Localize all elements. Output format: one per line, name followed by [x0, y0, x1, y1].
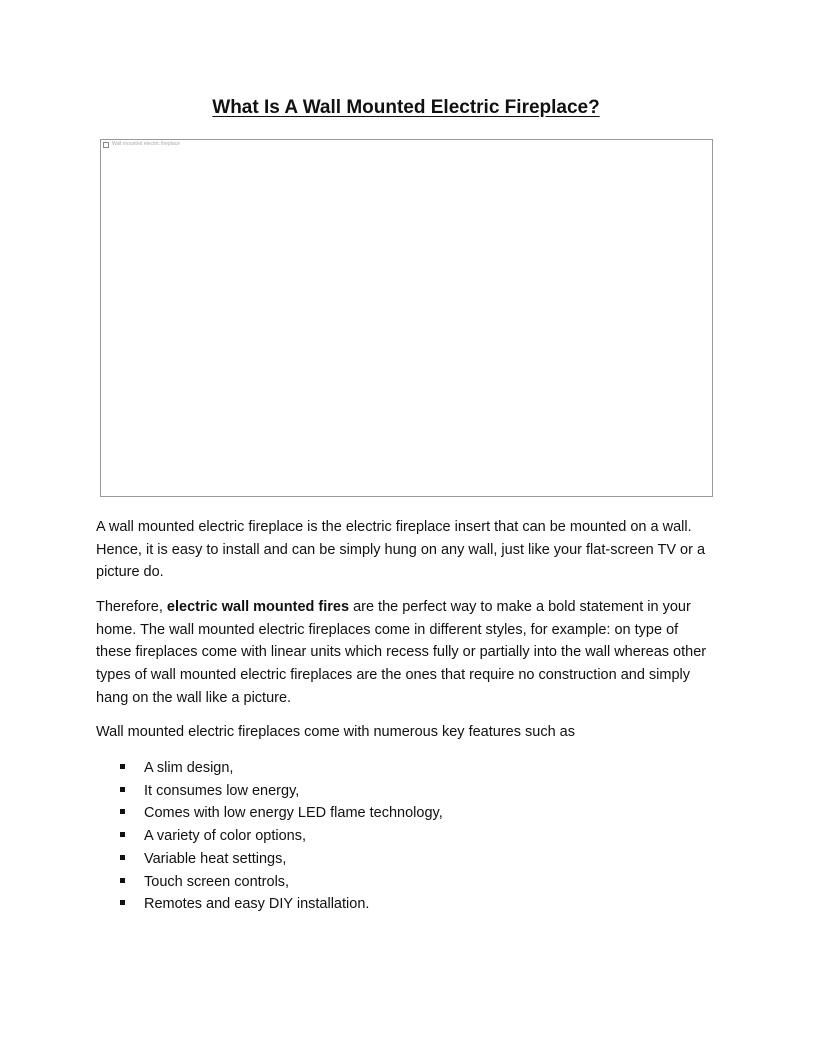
square-bullet-icon: [120, 855, 125, 860]
list-item-text: It consumes low energy,: [144, 782, 300, 799]
styles-paragraph-lead: Therefore,: [96, 599, 167, 615]
intro-paragraph: A wall mounted electric fireplace is the electric fireplace insert that can be mounted on a wall. Hence, it is easy to install and can be simply hung on any wall, just like your flat-screen TV or a picture do.: [96, 519, 706, 581]
list-item-text: Remotes and easy DIY installation.: [144, 896, 370, 913]
list-item: [120, 848, 443, 871]
square-bullet-icon: [120, 878, 125, 883]
feature-list: [120, 757, 443, 916]
list-item: [120, 871, 443, 894]
image-alt-text: Wall mounted electric fireplace: [112, 141, 180, 147]
list-item: [120, 757, 443, 780]
fireplace-image-placeholder: [100, 139, 713, 497]
square-bullet-icon: [120, 832, 125, 837]
square-bullet-icon: [120, 809, 125, 814]
styles-paragraph-rest: are the perfect way to make a bold statement in your home. The wall mounted electric fireplaces come in different styles, for example: on type of these fireplaces come with linear units which recess fully or partially into the wall whereas other types of wall mounted electric fireplaces are the ones that require no construction and simply hang on the wall like a picture.: [96, 599, 707, 706]
square-bullet-icon: [120, 764, 125, 769]
features-intro: Wall mounted electric fireplaces come with numerous key features such as: [96, 724, 575, 740]
broken-image-icon: [103, 142, 109, 148]
page-title: What Is A Wall Mounted Electric Fireplace?: [212, 97, 600, 118]
styles-paragraph: [96, 596, 716, 710]
list-item: [120, 802, 443, 825]
list-item: [120, 825, 443, 848]
list-item-text: Variable heat settings,: [144, 850, 287, 867]
square-bullet-icon: [120, 900, 125, 905]
list-item-text: Touch screen controls,: [144, 873, 290, 890]
list-item: [120, 893, 443, 916]
list-item: [120, 780, 443, 803]
list-item-text: Comes with low energy LED flame technology,: [144, 805, 443, 822]
list-item-text: A slim design,: [144, 760, 234, 776]
square-bullet-icon: [120, 787, 125, 792]
list-item-text: A variety of color options,: [144, 828, 306, 845]
bold-keyword: electric wall mounted fires: [166, 599, 350, 615]
